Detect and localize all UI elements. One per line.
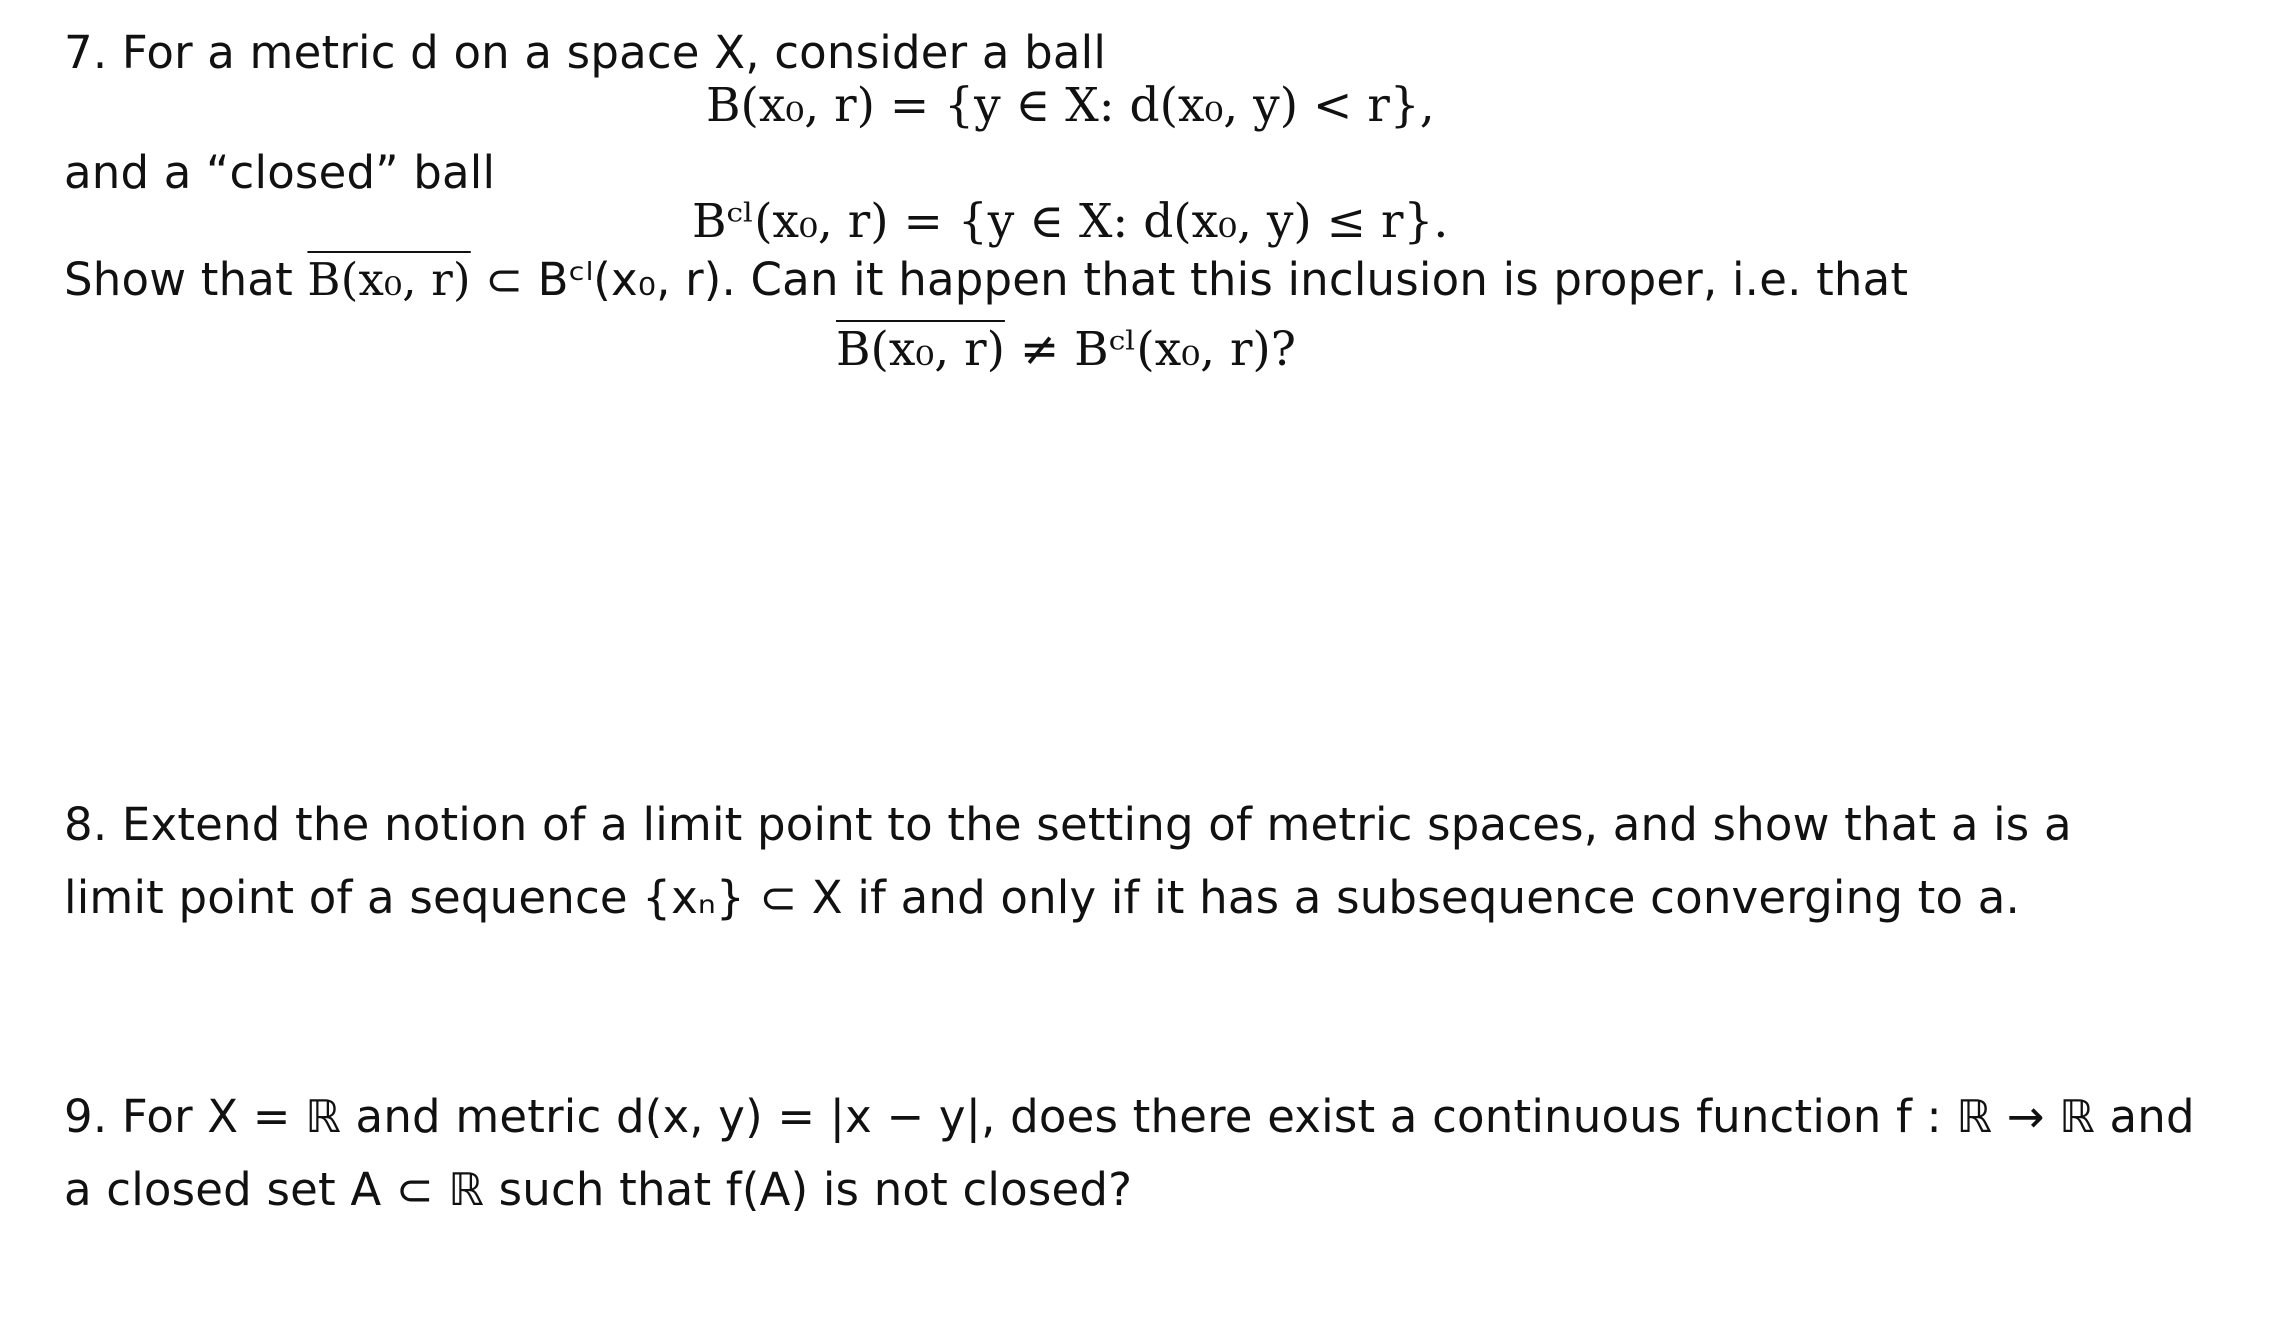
- problem-9-line-1: [64, 1087, 2195, 1147]
- problem-8-number: 8.: [64, 798, 108, 851]
- problem-7-intro-text: For a metric d on a space X, consider a ball: [121, 26, 1107, 79]
- show-inclusion-line: [64, 250, 1908, 310]
- problem-8-line-2: limit point of a sequence {xₙ} ⊂ X if and only if it has a subsequence converging to a.: [64, 871, 2020, 924]
- proper-inclusion-display: [836, 318, 1296, 382]
- closed-ball-definition: Bᶜˡ(x₀, r) = {y ∈ X: d(x₀, y) ≤ r}.: [692, 194, 1449, 249]
- open-ball-definition: B(x₀, r) = {y ∈ X: d(x₀, y) < r},: [706, 78, 1435, 133]
- problem-9-text-1: For X = ℝ and metric d(x, y) = |x − y|, does there exist a continuous function f : ℝ → ℝ and: [121, 1090, 2195, 1143]
- problem-9-number: 9.: [64, 1090, 108, 1143]
- closure-of-ball: B(x₀, r): [307, 253, 471, 306]
- problem-8-line-1: [64, 795, 2072, 855]
- problem-8-text-1: Extend the notion of a limit point to the setting of metric spaces, and show that a is a: [121, 798, 2072, 851]
- inclusion-question: ⊂ Bᶜˡ(x₀, r). Can it happen that this inclusion is proper, i.e. that: [470, 253, 1909, 306]
- closed-ball-intro: and a “closed” ball: [64, 146, 496, 199]
- closure-of-ball-display: B(x₀, r): [836, 322, 1005, 377]
- not-equal-closed-ball: ≠ Bᶜˡ(x₀, r)?: [1004, 322, 1296, 377]
- problem-7-number: 7.: [64, 26, 108, 79]
- show-word: Show that: [64, 253, 308, 306]
- problem-9-line-2: a closed set A ⊂ ℝ such that f(A) is not closed?: [64, 1163, 1133, 1216]
